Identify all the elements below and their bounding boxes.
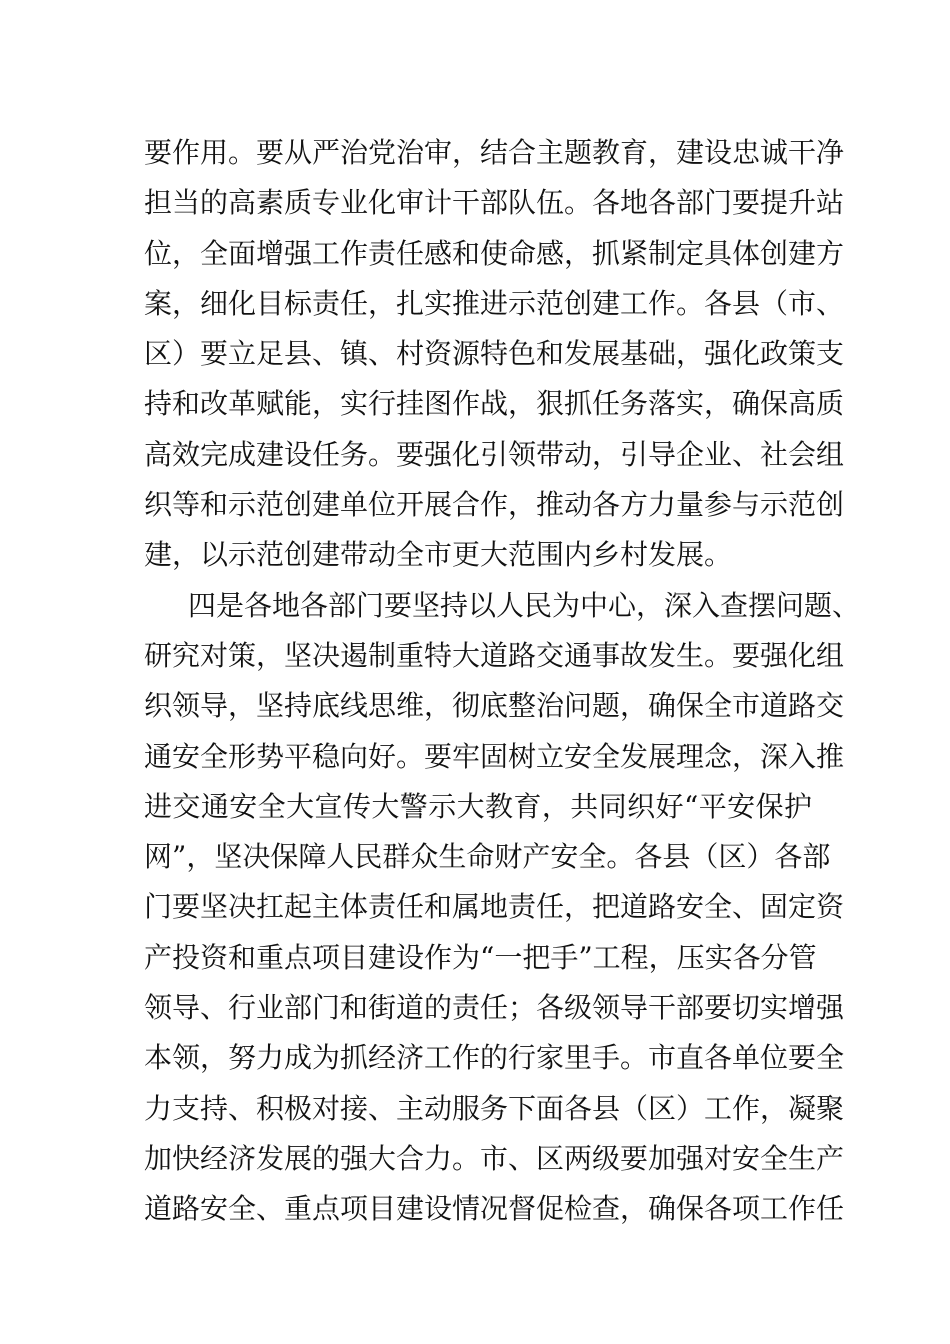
- text-line: 道路安全、重点项目建设情况督促检查，确保各项工作任: [144, 1192, 845, 1226]
- paragraph-continued: [144, 128, 845, 581]
- body-text: [144, 128, 861, 1235]
- text-line: 网”，坚决保障人民群众生命财产安全。各县（区）各部: [144, 840, 831, 874]
- text-line: 加快经济发展的强大合力。市、区两级要加强对安全生产: [144, 1141, 845, 1175]
- text-line: 产投资和重点项目建设作为“一把手”工程，压实各分管: [144, 940, 817, 974]
- text-line: 门要坚决扛起主体责任和属地责任，把道路安全、固定资: [144, 890, 845, 924]
- text-line: 织领导，坚持底线思维，彻底整治问题，确保全市道路交: [144, 689, 845, 723]
- text-line: 建，以示范创建带动全市更大范围内乡村发展。: [144, 538, 733, 572]
- text-line: 力支持、积极对接、主动服务下面各县（区）工作，凝聚: [144, 1091, 845, 1125]
- paragraph-four: [144, 581, 861, 1235]
- paragraph-first-line: 四是各地各部门要坚持以人民为中心，深入查摆问题、: [188, 588, 861, 622]
- text-line: 区）要立足县、镇、村资源特色和发展基础，强化政策支: [144, 337, 845, 371]
- text-line: 本领，努力成为抓经济工作的行家里手。市直各单位要全: [144, 1041, 845, 1075]
- text-line: 案，细化目标责任，扎实推进示范创建工作。各县（市、: [144, 286, 845, 320]
- text-line: 要作用。要从严治党治审，结合主题教育，建设忠诚干净: [144, 136, 845, 169]
- text-line: 领导、行业部门和街道的责任；各级领导干部要切实增强: [144, 991, 845, 1025]
- text-line: 织等和示范创建单位开展合作，推动各方力量参与示范创: [144, 488, 845, 522]
- text-line: 进交通安全大宣传大警示大教育，共同织好“平安保护: [144, 789, 812, 823]
- text-line: 高效完成建设任务。要强化引领带动，引导企业、社会组: [144, 437, 845, 471]
- text-line: 持和改革赋能，实行挂图作战，狠抓任务落实，确保高质: [144, 387, 845, 421]
- text-line: 位，全面增强工作责任感和使命感，抓紧制定具体创建方: [144, 236, 845, 270]
- text-line: 研究对策，坚决遏制重特大道路交通事故发生。要强化组: [144, 638, 845, 672]
- text-line: 通安全形势平稳向好。要牢固树立安全发展理念，深入推: [144, 739, 845, 773]
- text-line: 担当的高素质专业化审计干部队伍。各地各部门要提升站: [144, 186, 845, 220]
